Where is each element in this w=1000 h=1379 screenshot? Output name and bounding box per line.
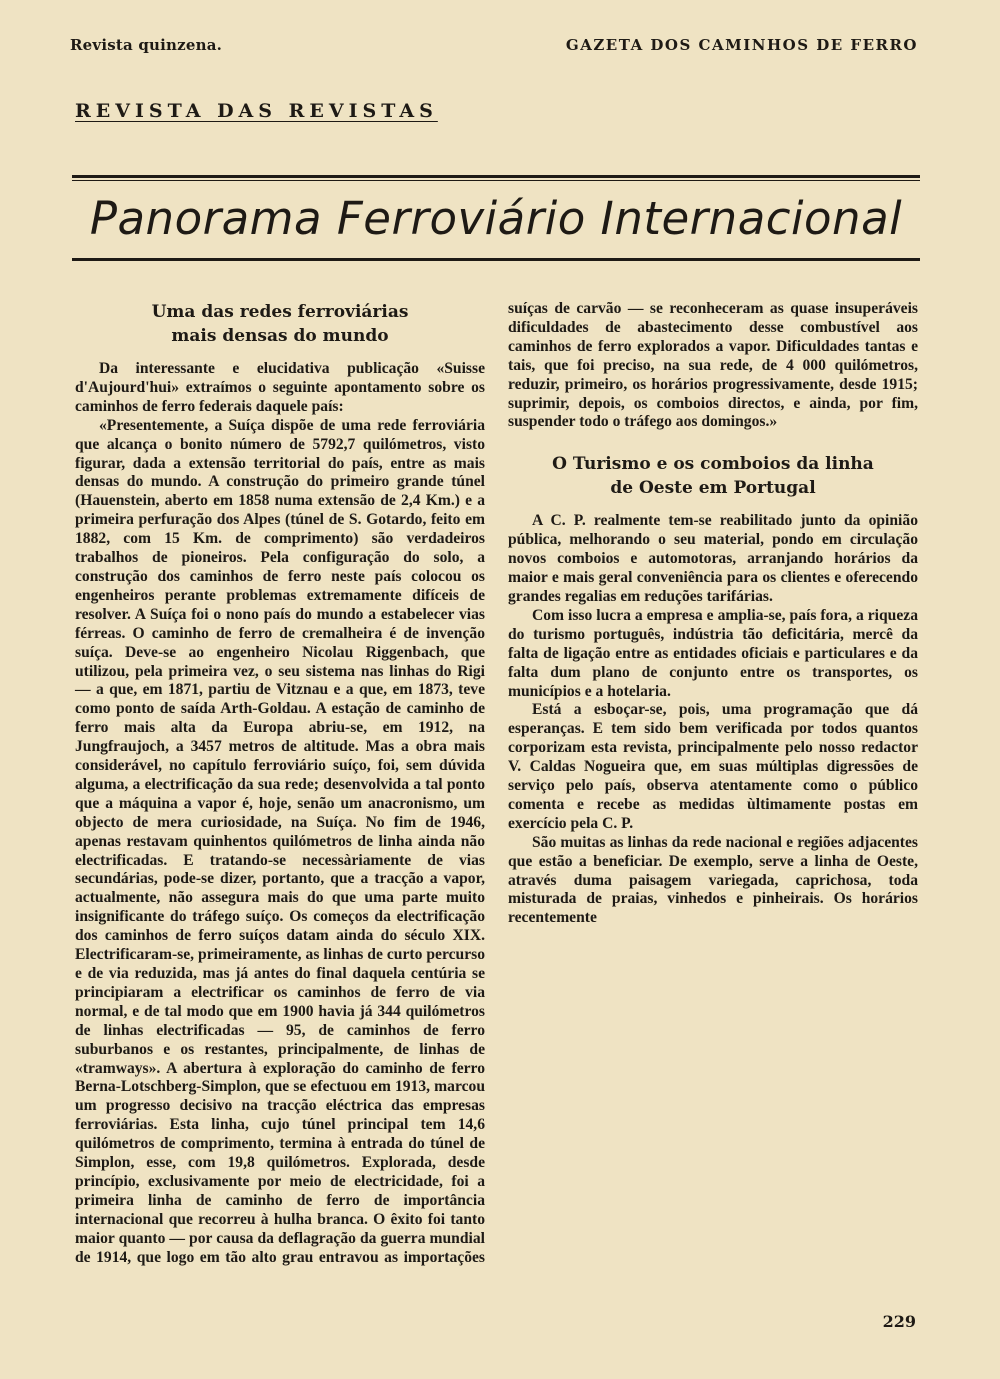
article2-title: [508, 452, 918, 500]
article1-title-line1: Uma das redes ferroviárias: [151, 302, 409, 322]
article1-title-line2: mais densas do mundo: [171, 326, 389, 346]
article1-paragraph-2-continued: suíças de carvão — se reconheceram as quase insuperáveis dificuldades de abastecimento desse combustível aos caminhos de ferro explorados a vapor. Dificuldades tantas e tais, que foi preciso, na sua rede, de 4 000 quilómetros, reduzir, primeiro, os horários progressivamente, desde 1915; suprimir, depois, os comboios directos, e ainda, por fim, suspender todo o tráfego aos domingos.»: [508, 300, 918, 431]
article1-paragraph-2: «Presentemente, a Suíça dispõe de uma rede ferroviária que alcança o bonito número de 5792,7 quilómetros, visto figurar, dada a extensão territorial do país, entre as mais densas do mundo. A construção do primeiro grande túnel (Hauenstein, aberto em 1858 numa extensão de 2,4 Km.) e a primeira perfuração dos Alpes (túnel de S. Gotardo, feito em 1882, com 15 Km. de comprimento) são verdadeiros trabalhos de pioneiros. Pela configuração do solo, a construção dos caminhos de ferro neste país colocou os engenheiros perante problemas extremamente difíceis de resolver. A Suíça foi o nono país do mundo a estabelecer vias férreas. O caminho de ferro de cremalheira é de invenção suíça. Deve-se ao engenheiro Nicolau Riggenbach, que utilizou, pela primeira vez, o seu sistema nas linhas do Rigi — a que, em 1871, partiu de Vitznau e a que, em 1873, teve como ponto de saída Arth-Goldau. A estação de caminho de ferro mais alta da Europa abriu-se, em 1912, na Jungfraujoch, a 3457 metros de altitude. Mas a obra mais considerável, no capítulo ferroviário suíço, foi, sem dúvida alguma, a electrificação da sua rede; desenvolvida a tal ponto que a máquina a vapor é, hoje, senão um anacronismo, um objecto de mera curiosidade, na Suíça. No fim de 1946, apenas restavam quinhentos quilómetros de linha ainda não electrificadas. E tratando-se necessàriamente de vias secundárias, pode-se dizer, portanto, que a tracção a vapor, actualmente, não assegura mais do que uma parte muito insignificante do tráfego suíço. Os começos da electrificação dos caminhos de ferro suíços datam ainda do século XIX. Electrificaram-se, primeiramente, as linhas de curto percurso e de via reduzida, mas já antes do final daquela centúria se principiaram a electrificar os caminhos de ferro de via normal, e de tal modo que em 1900 havia já 344 quilómetros de linhas electrificadas — 95, de caminhos de ferro suburbanos e os restantes, principalmente, de linhas de «tramways». A abertura à exploração do caminho de ferro Berna-Lotschberg-Simplon, que se efectuou em 1913, marcou um progresso decisivo na tracção eléctrica das empresas ferroviárias. Esta linha, cujo túnel principal tem 14,6 quilómetros de comprimento, termina à entrada do túnel de Simplon, esse, com 19,8 quilómetros. Explorada, desde princípio, exclusivamente por meio de electricidade, foi a primeira linha de caminho de ferro de importância internacional que recorreu à hulha branca. O êxito foi tanto maior quanto — por causa da deflagração da guerra mundial de 1914, que logo em tão alto grau entravou as importações: [75, 416, 485, 1266]
running-header-left: Revista quinzena.: [70, 36, 223, 54]
headline-top-thin-rule: [72, 180, 920, 181]
section-title: REVISTA DAS REVISTAS: [75, 100, 438, 122]
article2-title-line1: O Turismo e os comboios da linha: [552, 454, 874, 475]
article-gap: [508, 432, 918, 452]
column-right: [508, 300, 918, 928]
article1-paragraph-1: Da interessante e elucidativa publicação «Suisse d'Aujourd'hui» extraímos o seguinte apontamento sobre os caminhos de ferro federais daquele país:: [75, 360, 485, 415]
article2-paragraph-1: A C. P. realmente tem-se reabilitado junto da opinião pública, melhorando o seu material, pondo em circulação novos comboios e automotoras, arranjando horários da maior e mais geral conveniência para os clientes e oferecendo grandes regalias em reduções tarifárias.: [508, 512, 918, 605]
article1-title: [75, 300, 485, 348]
article2-title-line2: de Oeste em Portugal: [610, 478, 816, 499]
column-left: [75, 300, 485, 1268]
running-header-right: GAZETA DOS CAMINHOS DE FERRO: [565, 36, 918, 54]
headline: Panorama Ferroviário Internacional: [89, 192, 903, 245]
headline-bottom-rule: [72, 258, 920, 261]
headline-top-rule: [72, 175, 920, 178]
article2-paragraph-4: São muitas as linhas da rede nacional e regiões adjacentes que estão a beneficiar. De exemplo, serve a linha de Oeste, através duma paisagem variegada, caprichosa, toda misturada de praias, vinhedos e pinheirais. Os horários recentemente: [508, 833, 918, 927]
article2-paragraph-3: Está a esboçar-se, pois, uma programação que dá esperanças. E tem sido bem verificada por todos quantos corporizam esta revista, principalmente pelo nosso redactor V. Caldas Nogueira que, em suas múltiplas digressões de serviço pelo país, observa atentamente como o público comenta e recebe as medidas ùltimamente postas em exercício pela C. P.: [508, 701, 918, 832]
page-number: 229: [882, 1312, 916, 1331]
article2-paragraph-2: Com isso lucra a empresa e amplia-se, país fora, a riqueza do turismo português, indústria tão deficitária, mercê da falta de ligação entre as entidades oficiais e particulares e da falta dum plano de conjunto entre os transportes, os municípios e a hotelaria.: [508, 606, 918, 700]
